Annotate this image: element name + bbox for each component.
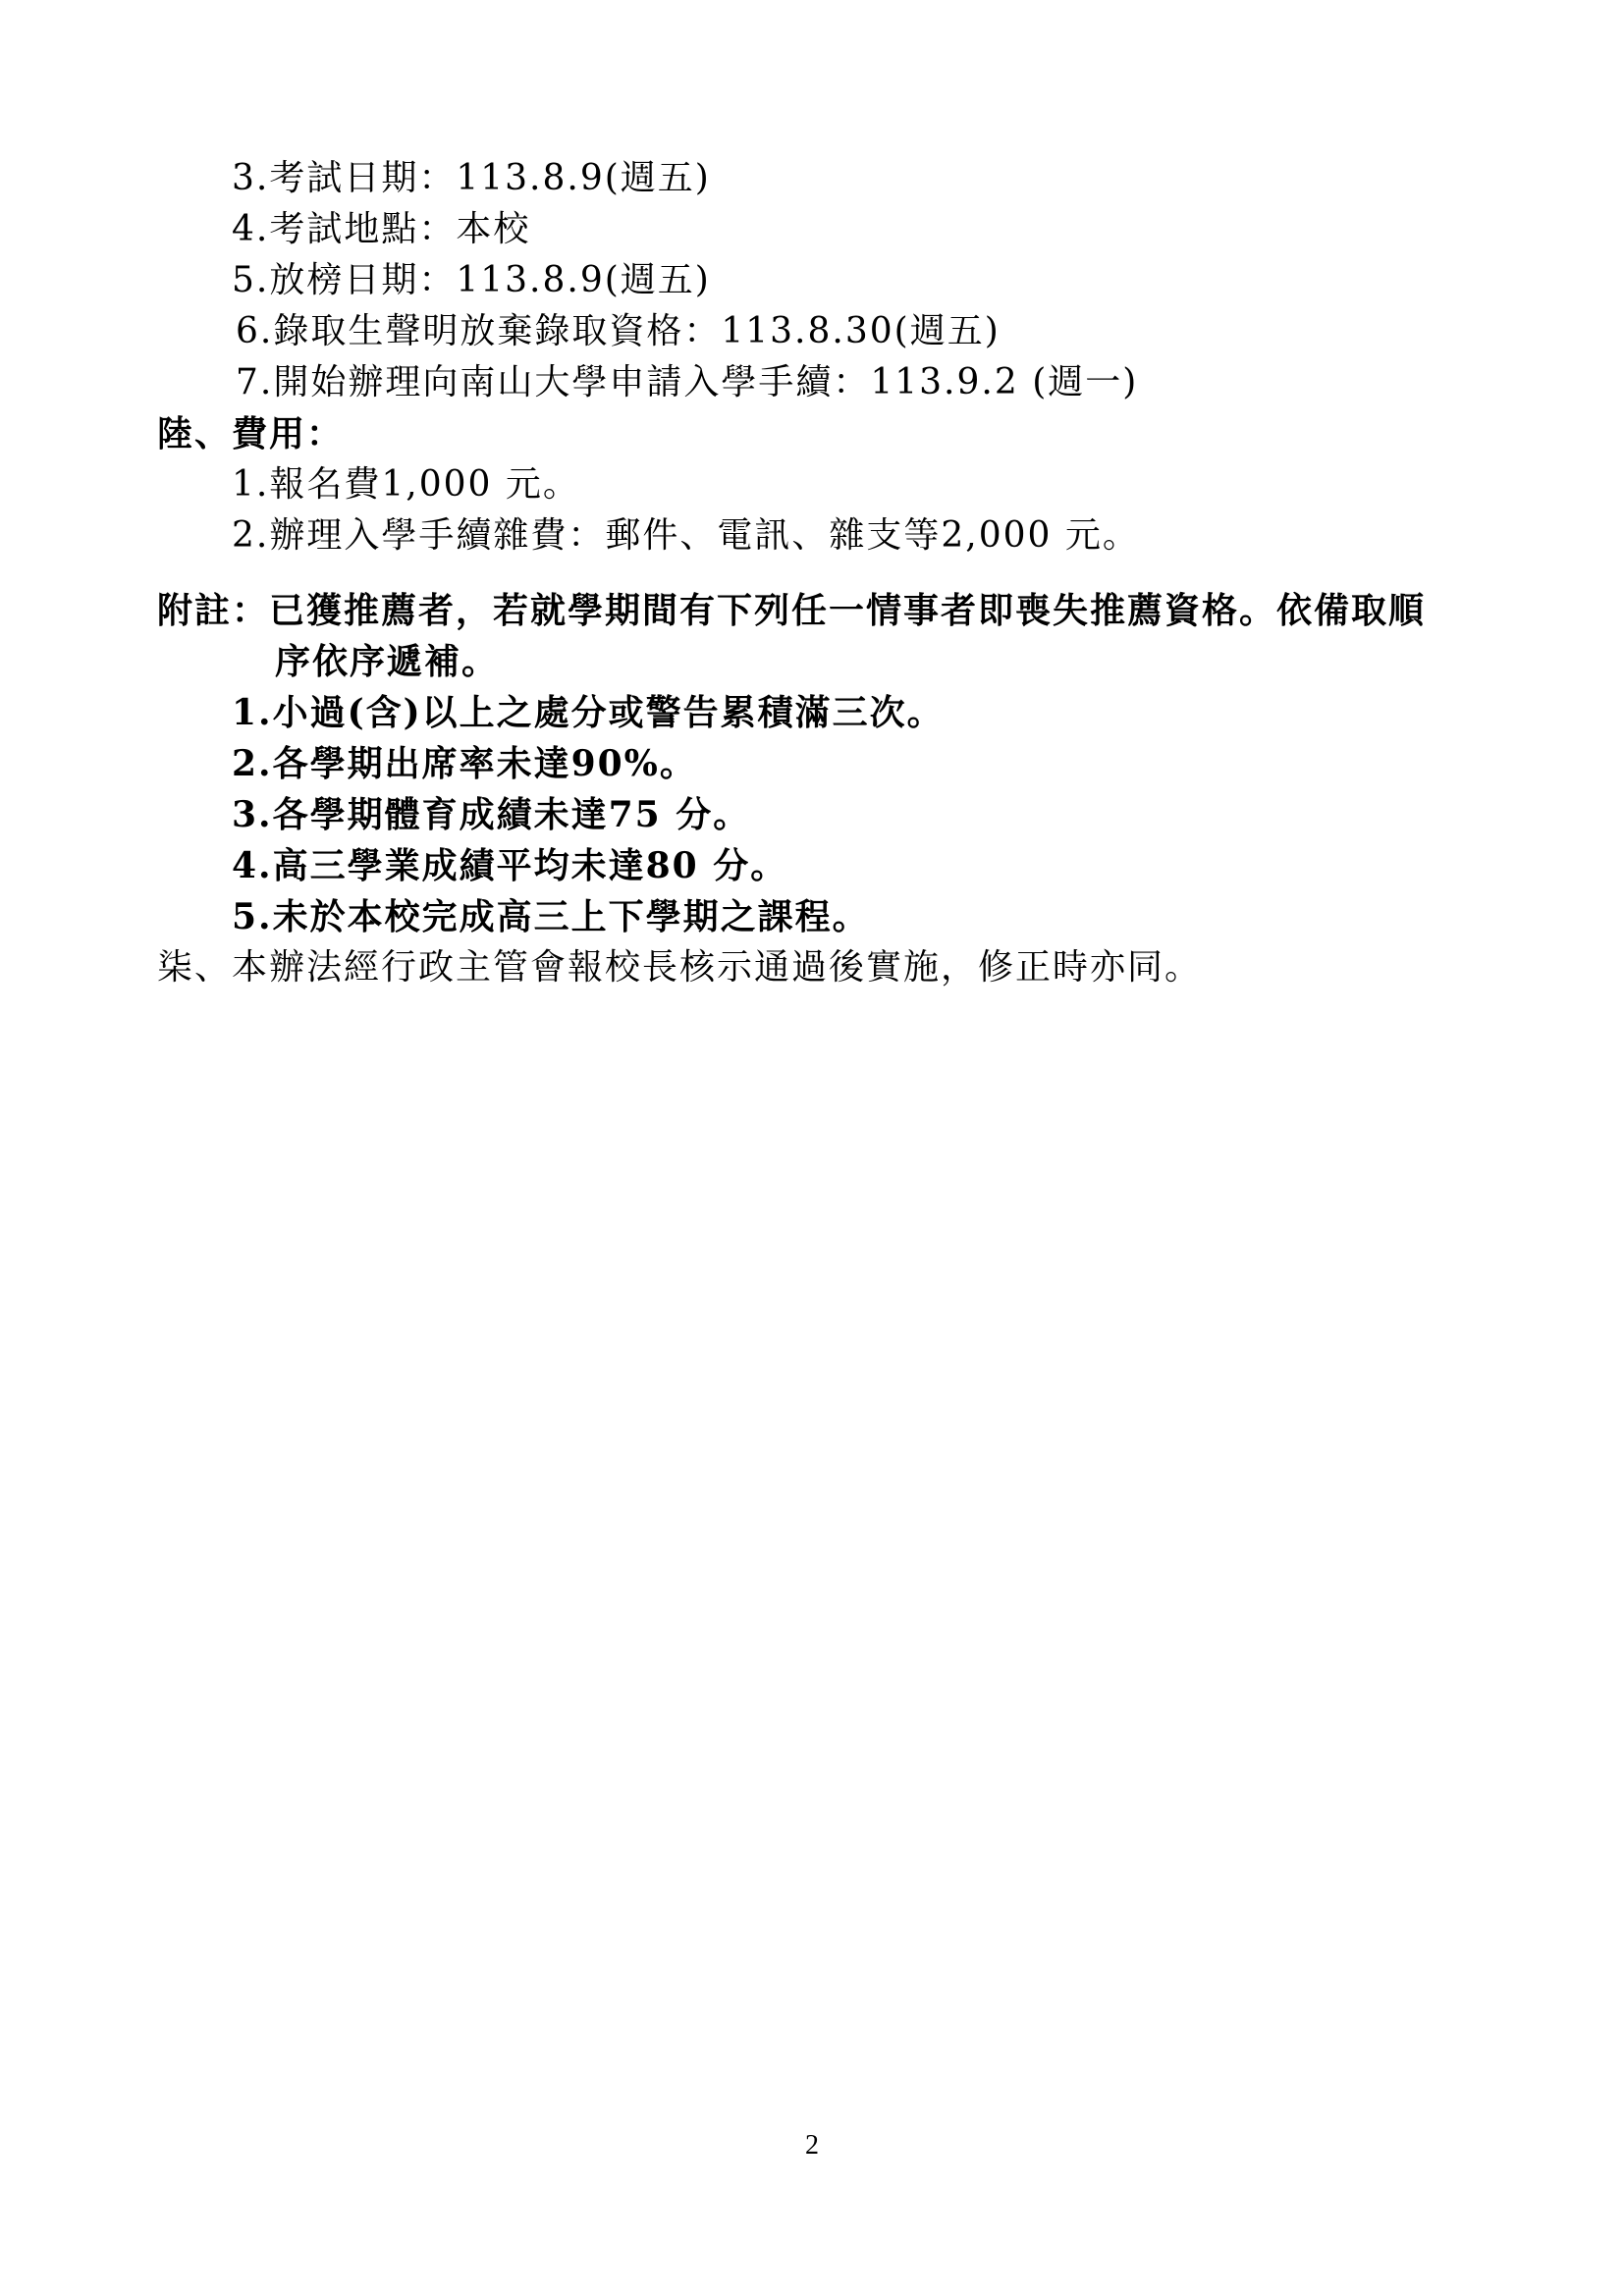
- note-item: 4.高三學業成績平均未達80 分。: [232, 845, 788, 886]
- note-item: 2.各學期出席率未達90%。: [232, 743, 697, 784]
- note-item: 3.各學期體育成績未達75 分。: [232, 794, 751, 835]
- result-date-item: 5.放榜日期：113.8.9(週五): [232, 260, 711, 300]
- exam-date-item: 3.考試日期：113.8.9(週五): [232, 158, 711, 198]
- fees-heading: 陸、費用：: [157, 413, 345, 454]
- fee-item-registration: 1.報名費1,000 元。: [232, 464, 580, 505]
- article-seven: 柒、本辦法經行政主管會報校長核示通過後實施，修正時亦同。: [157, 947, 1203, 988]
- note-item: 1.小過(含)以上之處分或警告累積滿三次。: [232, 692, 945, 733]
- page-number: 2: [805, 2130, 819, 2161]
- note-item: 5.未於本校完成高三上下學期之課程。: [232, 896, 870, 937]
- enrollment-start-item: 7.開始辦理向南山大學申請入學手續：113.9.2 (週一): [236, 362, 1139, 402]
- fee-item-enrollment: 2.辦理入學手續雜費：郵件、電訊、雜支等2,000 元。: [232, 515, 1140, 556]
- note-continuation: 序依序遞補。: [275, 641, 500, 682]
- exam-place-item: 4.考試地點：本校: [232, 209, 531, 249]
- waiver-date-item: 6.錄取生聲明放棄錄取資格：113.8.30(週五): [236, 311, 1001, 351]
- note-heading: 附註：已獲推薦者，若就學期間有下列任一情事者即喪失推薦資格。依備取順: [157, 590, 1427, 631]
